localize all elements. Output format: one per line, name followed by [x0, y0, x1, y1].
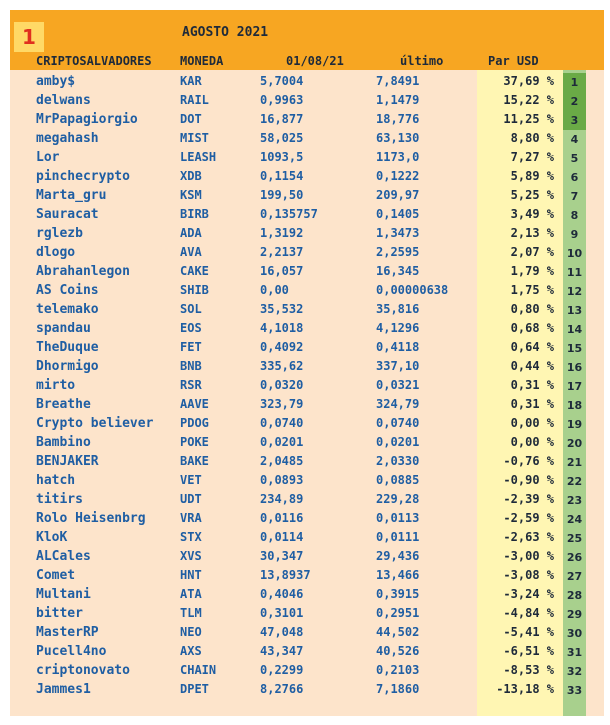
row-user: Bambino: [36, 435, 91, 450]
row-coin: SOL: [180, 302, 202, 316]
row-start-price: 0,0320: [260, 378, 304, 392]
row-par-usd: 0,31 %: [510, 378, 554, 392]
row-par-usd: 0,00 %: [510, 416, 554, 430]
row-last-price: 18,776: [376, 112, 420, 126]
row-coin: VRA: [180, 511, 202, 525]
row-user: megahash: [36, 131, 99, 146]
row-par-usd: -4,84 %: [503, 606, 554, 620]
row-par-usd: 15,22 %: [503, 93, 554, 107]
row-user: KloK: [36, 530, 68, 545]
row-par-usd: -3,24 %: [503, 587, 554, 601]
row-start-price: 0,9963: [260, 93, 304, 107]
row-rank: 10: [566, 246, 583, 260]
row-last-price: 29,436: [376, 549, 420, 563]
row-coin: AXS: [180, 644, 202, 658]
row-par-usd: -0,76 %: [503, 454, 554, 468]
row-par-usd: 1,79 %: [510, 264, 554, 278]
row-par-usd: -3,08 %: [503, 568, 554, 582]
row-start-price: 16,877: [260, 112, 304, 126]
row-start-price: 0,0201: [260, 435, 304, 449]
row-rank: 13: [566, 303, 583, 317]
row-last-price: 2,0330: [376, 454, 420, 468]
row-user: Breathe: [36, 397, 91, 412]
row-user: dlogo: [36, 245, 76, 260]
row-rank: 21: [566, 455, 583, 469]
row-user: Pucell4no: [36, 644, 107, 659]
row-start-price: 0,00: [260, 283, 289, 297]
row-coin: BAKE: [180, 454, 209, 468]
row-coin: KSM: [180, 188, 202, 202]
row-user: ALCales: [36, 549, 91, 564]
row-coin: BIRB: [180, 207, 209, 221]
row-last-price: 7,1860: [376, 682, 420, 696]
row-start-price: 0,2299: [260, 663, 304, 677]
row-rank: 7: [570, 189, 579, 203]
row-start-price: 0,4046: [260, 587, 304, 601]
row-coin: TLM: [180, 606, 202, 620]
row-rank: 23: [566, 493, 583, 507]
row-last-price: 0,0201: [376, 435, 420, 449]
row-par-usd: -2,59 %: [503, 511, 554, 525]
row-last-price: 0,0111: [376, 530, 420, 544]
row-last-price: 44,502: [376, 625, 420, 639]
row-rank: 18: [566, 398, 583, 412]
row-user: spandau: [36, 321, 91, 336]
row-par-usd: 1,75 %: [510, 283, 554, 297]
row-user: titirs: [36, 492, 83, 507]
row-rank: 20: [566, 436, 583, 450]
row-coin: CAKE: [180, 264, 209, 278]
row-coin: BNB: [180, 359, 202, 373]
row-par-usd: 5,25 %: [510, 188, 554, 202]
column-header-user: CRIPTOSALVADORES: [36, 54, 152, 68]
row-coin: LEASH: [180, 150, 217, 164]
row-user: pinchecrypto: [36, 169, 130, 184]
row-start-price: 2,2137: [260, 245, 304, 259]
row-last-price: 0,1222: [376, 169, 420, 183]
row-last-price: 1,1479: [376, 93, 420, 107]
row-coin: EOS: [180, 321, 202, 335]
row-par-usd: -2,39 %: [503, 492, 554, 506]
row-last-price: 0,0113: [376, 511, 420, 525]
row-start-price: 4,1018: [260, 321, 304, 335]
row-rank: 17: [566, 379, 583, 393]
row-coin: NEO: [180, 625, 202, 639]
row-user: AS Coins: [36, 283, 99, 298]
row-last-price: 0,2951: [376, 606, 420, 620]
row-last-price: 35,816: [376, 302, 420, 316]
row-rank: 8: [570, 208, 579, 222]
row-last-price: 0,0740: [376, 416, 420, 430]
row-user: bitter: [36, 606, 83, 621]
position-badge: 1: [14, 22, 44, 52]
row-rank: 5: [570, 151, 579, 165]
row-user: hatch: [36, 473, 76, 488]
row-par-usd: -3,00 %: [503, 549, 554, 563]
row-start-price: 234,89: [260, 492, 304, 506]
row-user: MrPapagiorgio: [36, 112, 138, 127]
row-start-price: 1,3192: [260, 226, 304, 240]
row-coin: VET: [180, 473, 202, 487]
row-par-usd: 37,69 %: [503, 74, 554, 88]
row-rank: 25: [566, 531, 583, 545]
row-user: Rolo Heisenbrg: [36, 511, 146, 526]
row-user: Comet: [36, 568, 76, 583]
row-user: delwans: [36, 93, 91, 108]
row-rank: 6: [570, 170, 579, 184]
row-start-price: 8,2766: [260, 682, 304, 696]
row-rank: 31: [566, 645, 583, 659]
column-header-par-usd: Par USD: [488, 54, 539, 68]
row-par-usd: 0,44 %: [510, 359, 554, 373]
row-rank: 12: [566, 284, 583, 298]
row-start-price: 199,50: [260, 188, 304, 202]
row-start-price: 0,0893: [260, 473, 304, 487]
row-last-price: 1,3473: [376, 226, 420, 240]
row-user: mirto: [36, 378, 76, 393]
row-last-price: 324,79: [376, 397, 420, 411]
row-user: telemako: [36, 302, 99, 317]
row-start-price: 16,057: [260, 264, 304, 278]
row-last-price: 229,28: [376, 492, 420, 506]
row-rank: 26: [566, 550, 583, 564]
row-last-price: 0,0885: [376, 473, 420, 487]
row-coin: ATA: [180, 587, 202, 601]
row-coin: AVA: [180, 245, 202, 259]
row-rank: 28: [566, 588, 583, 602]
row-par-usd: 0,31 %: [510, 397, 554, 411]
row-user: Abrahanlegon: [36, 264, 130, 279]
row-coin: STX: [180, 530, 202, 544]
row-par-usd: 2,07 %: [510, 245, 554, 259]
row-rank: 15: [566, 341, 583, 355]
row-start-price: 2,0485: [260, 454, 304, 468]
row-rank: 29: [566, 607, 583, 621]
row-par-usd: 0,68 %: [510, 321, 554, 335]
row-coin: CHAIN: [180, 663, 217, 677]
row-last-price: 1173,0: [376, 150, 420, 164]
row-last-price: 0,00000638: [376, 283, 449, 297]
row-user: amby$: [36, 74, 76, 89]
row-user: MasterRP: [36, 625, 99, 640]
row-coin: MIST: [180, 131, 209, 145]
row-coin: XVS: [180, 549, 202, 563]
row-coin: XDB: [180, 169, 202, 183]
row-last-price: 16,345: [376, 264, 420, 278]
row-rank: 4: [570, 132, 579, 146]
row-rank: 32: [566, 664, 583, 678]
row-par-usd: -5,41 %: [503, 625, 554, 639]
row-coin: PDOG: [180, 416, 209, 430]
row-start-price: 0,4092: [260, 340, 304, 354]
row-last-price: 4,1296: [376, 321, 420, 335]
row-par-usd: -6,51 %: [503, 644, 554, 658]
row-start-price: 323,79: [260, 397, 304, 411]
row-coin: AAVE: [180, 397, 209, 411]
row-par-usd: 0,00 %: [510, 435, 554, 449]
row-rank: 2: [563, 92, 586, 111]
row-par-usd: 8,80 %: [510, 131, 554, 145]
row-par-usd: 3,49 %: [510, 207, 554, 221]
row-last-price: 63,130: [376, 131, 420, 145]
row-par-usd: -13,18 %: [496, 682, 554, 696]
row-rank: 9: [570, 227, 579, 241]
row-rank: 30: [566, 626, 583, 640]
row-par-usd: 5,89 %: [510, 169, 554, 183]
row-last-price: 2,2595: [376, 245, 420, 259]
column-header-start-price: 01/08/21: [286, 54, 344, 68]
row-start-price: 43,347: [260, 644, 304, 658]
row-last-price: 337,10: [376, 359, 420, 373]
row-user: Marta_gru: [36, 188, 107, 203]
row-last-price: 13,466: [376, 568, 420, 582]
row-coin: HNT: [180, 568, 202, 582]
row-coin: DOT: [180, 112, 202, 126]
row-last-price: 0,1405: [376, 207, 420, 221]
row-coin: DPET: [180, 682, 209, 696]
row-coin: SHIB: [180, 283, 209, 297]
row-user: Multani: [36, 587, 91, 602]
row-rank: 27: [566, 569, 583, 583]
row-start-price: 58,025: [260, 131, 304, 145]
row-last-price: 209,97: [376, 188, 420, 202]
row-last-price: 40,526: [376, 644, 420, 658]
row-start-price: 335,62: [260, 359, 304, 373]
row-par-usd: 7,27 %: [510, 150, 554, 164]
row-par-usd: 11,25 %: [503, 112, 554, 126]
row-user: Dhormigo: [36, 359, 99, 374]
row-last-price: 0,0321: [376, 378, 420, 392]
row-rank: 33: [566, 683, 583, 697]
row-user: Lor: [36, 150, 60, 165]
row-coin: FET: [180, 340, 202, 354]
row-start-price: 0,135757: [260, 207, 318, 221]
row-rank: 3: [563, 111, 586, 130]
row-rank: 1: [563, 73, 586, 92]
row-user: Crypto believer: [36, 416, 154, 431]
row-start-price: 13,8937: [260, 568, 311, 582]
row-par-usd: 0,80 %: [510, 302, 554, 316]
row-coin: KAR: [180, 74, 202, 88]
header-bar: [10, 10, 604, 70]
row-rank: 16: [566, 360, 583, 374]
row-par-usd: -8,53 %: [503, 663, 554, 677]
row-rank: 11: [566, 265, 583, 279]
row-user: BENJAKER: [36, 454, 99, 469]
ranking-sheet: [10, 10, 604, 716]
row-last-price: 0,3915: [376, 587, 420, 601]
row-user: Sauracat: [36, 207, 99, 222]
row-par-usd: 0,64 %: [510, 340, 554, 354]
row-coin: RAIL: [180, 93, 209, 107]
row-par-usd: -2,63 %: [503, 530, 554, 544]
row-last-price: 7,8491: [376, 74, 420, 88]
row-user: Jammes1: [36, 682, 91, 697]
row-start-price: 0,0740: [260, 416, 304, 430]
row-start-price: 0,0114: [260, 530, 304, 544]
row-start-price: 0,0116: [260, 511, 304, 525]
row-user: criptonovato: [36, 663, 130, 678]
row-rank: 14: [566, 322, 583, 336]
row-last-price: 0,4118: [376, 340, 420, 354]
row-start-price: 35,532: [260, 302, 304, 316]
column-header-coin: MONEDA: [180, 54, 224, 68]
month-title: AGOSTO 2021: [182, 25, 269, 40]
row-user: rglezb: [36, 226, 83, 241]
row-rank: 22: [566, 474, 583, 488]
row-start-price: 5,7004: [260, 74, 304, 88]
row-start-price: 0,1154: [260, 169, 304, 183]
row-user: TheDuque: [36, 340, 99, 355]
row-start-price: 30,347: [260, 549, 304, 563]
row-rank: 24: [566, 512, 583, 526]
row-last-price: 0,2103: [376, 663, 420, 677]
row-start-price: 1093,5: [260, 150, 304, 164]
row-par-usd: -0,90 %: [503, 473, 554, 487]
row-start-price: 0,3101: [260, 606, 304, 620]
row-coin: ADA: [180, 226, 202, 240]
column-header-last-price: último: [400, 54, 444, 68]
row-start-price: 47,048: [260, 625, 304, 639]
row-coin: POKE: [180, 435, 209, 449]
row-coin: UDT: [180, 492, 202, 506]
row-coin: RSR: [180, 378, 202, 392]
row-par-usd: 2,13 %: [510, 226, 554, 240]
row-rank: 19: [566, 417, 583, 431]
